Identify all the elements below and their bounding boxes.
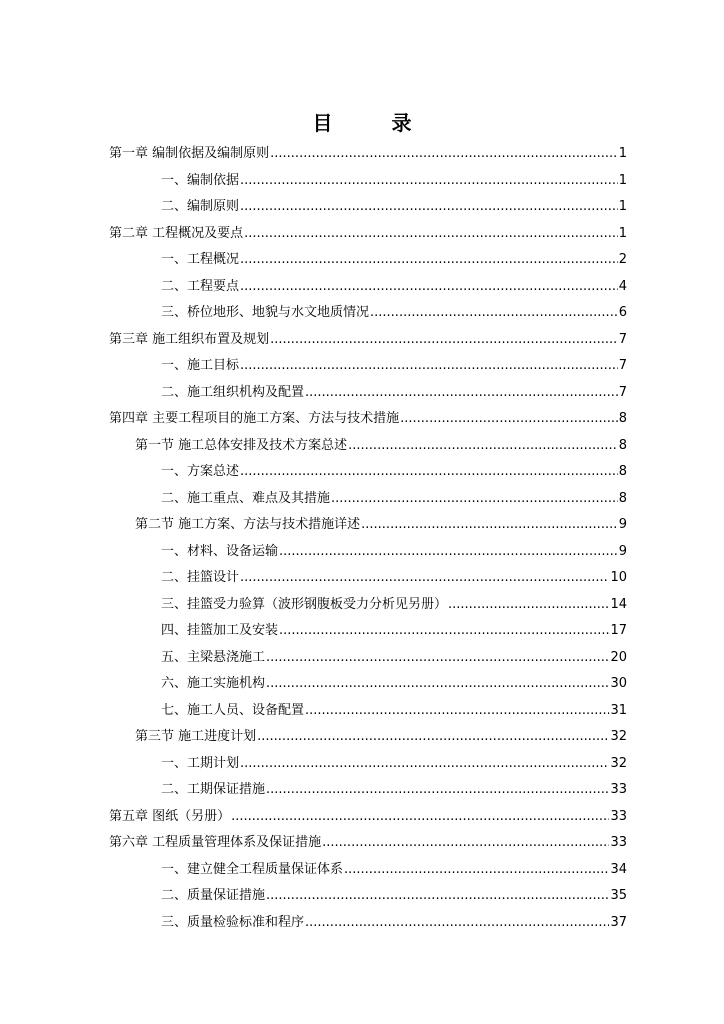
dot-leader: [240, 252, 618, 268]
toc-entry-page-number: 9: [618, 543, 627, 559]
toc-entry-page-number: 9: [618, 517, 627, 532]
toc-entry-page-number: 34: [610, 861, 627, 877]
dot-leader: [266, 676, 609, 692]
toc-entry[interactable]: [161, 882, 627, 904]
dot-leader: [266, 650, 609, 666]
toc-entry[interactable]: [109, 405, 627, 427]
toc-entry-page-number: 7: [618, 384, 627, 400]
dot-leader: [244, 226, 618, 242]
toc-entry-title: 第一节 施工总体安排及技术方案总述: [135, 437, 348, 453]
toc-entry-page-number: 35: [610, 888, 627, 903]
toc-entry-title: 二、工期保证措施: [161, 782, 266, 797]
toc-entry-page-number: 33: [610, 835, 627, 850]
toc-entry-title: 二、施工组织机构及配置: [161, 384, 305, 400]
toc-entry-title: 二、质量保证措施: [161, 888, 266, 903]
dot-leader: [240, 199, 618, 215]
toc-entry[interactable]: [109, 140, 627, 162]
toc-entry[interactable]: [161, 352, 627, 374]
toc-entry[interactable]: [161, 538, 627, 560]
dot-leader: [240, 756, 609, 772]
toc-entry-title: 一、施工目标: [161, 358, 240, 373]
dot-leader: [322, 835, 609, 851]
dot-leader: [305, 915, 609, 931]
toc-entry-page-number: 14: [610, 596, 627, 612]
toc-entry-title: 第二节 施工方案、方法与技术措施详述: [135, 517, 361, 532]
toc-entry[interactable]: [161, 458, 627, 480]
dot-leader: [266, 782, 609, 798]
dot-leader: [348, 438, 618, 454]
toc-entry-title: 一、方案总述: [161, 464, 240, 479]
toc-entry-title: 三、质量检验标准和程序: [161, 914, 305, 930]
dot-leader: [331, 491, 618, 507]
toc-entry-title: 一、材料、设备运输: [161, 543, 279, 559]
toc-entry-page-number: 30: [610, 676, 627, 691]
dot-leader: [257, 729, 609, 745]
toc-entry-title: 第六章 工程质量管理体系及保证措施: [109, 835, 322, 850]
toc-entry-page-number: 8: [618, 464, 627, 479]
toc-entry-title: 第三节 施工进度计划: [135, 729, 257, 744]
toc-entry-title: 二、施工重点、难点及其措施: [161, 490, 331, 506]
dot-leader: [400, 411, 618, 427]
toc-entry[interactable]: [161, 617, 627, 639]
toc-entry-page-number: 33: [610, 808, 627, 824]
toc-entry-page-number: 7: [618, 331, 627, 347]
toc-entry-page-number: 37: [610, 914, 627, 930]
toc-entry[interactable]: [135, 723, 627, 745]
dot-leader: [240, 358, 618, 374]
toc-entry-title: 第一章 编制依据及编制原则: [109, 146, 270, 161]
dot-leader: [279, 544, 618, 560]
toc-entry-page-number: 8: [618, 437, 627, 453]
toc-entry-page-number: 7: [618, 358, 627, 373]
toc-entry-page-number: 4: [618, 278, 627, 294]
toc-entry-page-number: 6: [618, 305, 627, 320]
toc-entry[interactable]: [161, 776, 627, 798]
toc-entry[interactable]: [135, 432, 627, 454]
toc-entry-page-number: 33: [610, 782, 627, 797]
toc-entry-title: 一、工程概况: [161, 252, 240, 267]
toc-entry[interactable]: [161, 379, 627, 401]
toc-entry[interactable]: [109, 220, 627, 242]
toc-entry-page-number: 2: [618, 252, 627, 267]
toc-entry-title: 二、挂篮设计: [161, 570, 240, 585]
dot-leader: [240, 464, 618, 480]
toc-entry[interactable]: [161, 246, 627, 268]
toc-entry-page-number: 17: [610, 623, 627, 638]
toc-entry-title: 五、主梁悬浇施工: [161, 649, 266, 665]
toc-entry[interactable]: [161, 644, 627, 666]
toc-entry[interactable]: [109, 326, 627, 348]
toc-entry[interactable]: [161, 856, 627, 878]
toc-entry-title: 一、建立健全工程质量保证体系: [161, 861, 344, 877]
toc-entry-title: 二、工程要点: [161, 278, 240, 294]
toc-entry-page-number: 10: [610, 570, 627, 585]
toc-entry-title: 七、施工人员、设备配置: [161, 702, 305, 718]
toc-entry-title: 二、编制原则: [161, 199, 240, 214]
toc-entry[interactable]: [161, 591, 627, 613]
toc-entry-title: 第二章 工程概况及要点: [109, 225, 244, 241]
dot-leader: [240, 279, 618, 295]
dot-leader: [305, 385, 618, 401]
dot-leader: [361, 517, 618, 533]
dot-leader: [344, 862, 609, 878]
toc-entry-page-number: 1: [618, 199, 627, 214]
toc-entry-page-number: 8: [618, 411, 627, 426]
toc-entry-title: 第三章 施工组织布置及规划: [109, 331, 270, 347]
toc-entry-title: 一、工期计划: [161, 755, 240, 771]
toc-entry-title: 四、挂篮加工及安装: [161, 623, 279, 638]
dot-leader: [370, 305, 618, 321]
toc-entry-page-number: 20: [610, 649, 627, 665]
dot-leader: [270, 146, 618, 162]
toc-entry[interactable]: [161, 299, 627, 321]
toc-entry-title: 三、挂篮受力验算（波形钢腹板受力分析见另册）: [161, 596, 448, 612]
toc-entry-page-number: 31: [610, 702, 627, 718]
dot-leader: [231, 809, 609, 825]
dot-leader: [448, 597, 609, 613]
toc-entry[interactable]: [135, 511, 627, 533]
toc-entry-page-number: 32: [610, 755, 627, 771]
toc-entry-title: 六、施工实施机构: [161, 676, 266, 691]
toc-entry[interactable]: [161, 485, 627, 507]
dot-leader: [279, 623, 609, 639]
dot-leader: [270, 332, 618, 348]
dot-leader: [240, 173, 618, 189]
toc-entry-page-number: 1: [618, 172, 627, 188]
toc-entry-title: 三、桥位地形、地貌与水文地质情况: [161, 305, 370, 320]
toc-entry[interactable]: [109, 829, 627, 851]
dot-leader: [240, 570, 609, 586]
toc-entry-page-number: 1: [618, 225, 627, 241]
dot-leader: [266, 888, 609, 904]
toc-entry[interactable]: [161, 564, 627, 586]
toc-entry[interactable]: [161, 193, 627, 215]
toc-entry[interactable]: [161, 167, 627, 189]
toc-entry[interactable]: [161, 909, 627, 931]
toc-entry[interactable]: [161, 273, 627, 295]
toc-entry-page-number: 8: [618, 490, 627, 506]
toc-entry-title: 一、编制依据: [161, 172, 240, 188]
toc-entry[interactable]: [109, 803, 627, 825]
toc-entry-title: 第四章 主要工程项目的施工方案、方法与技术措施: [109, 411, 400, 426]
page-title: 目 录: [312, 111, 438, 135]
toc-entry[interactable]: [161, 697, 627, 719]
toc-entry-page-number: 32: [610, 729, 627, 744]
toc-entry-title: 第五章 图纸（另册）: [109, 808, 231, 824]
toc-entry[interactable]: [161, 750, 627, 772]
dot-leader: [305, 703, 609, 719]
toc-entry[interactable]: [161, 670, 627, 692]
toc-entry-page-number: 1: [618, 146, 627, 161]
